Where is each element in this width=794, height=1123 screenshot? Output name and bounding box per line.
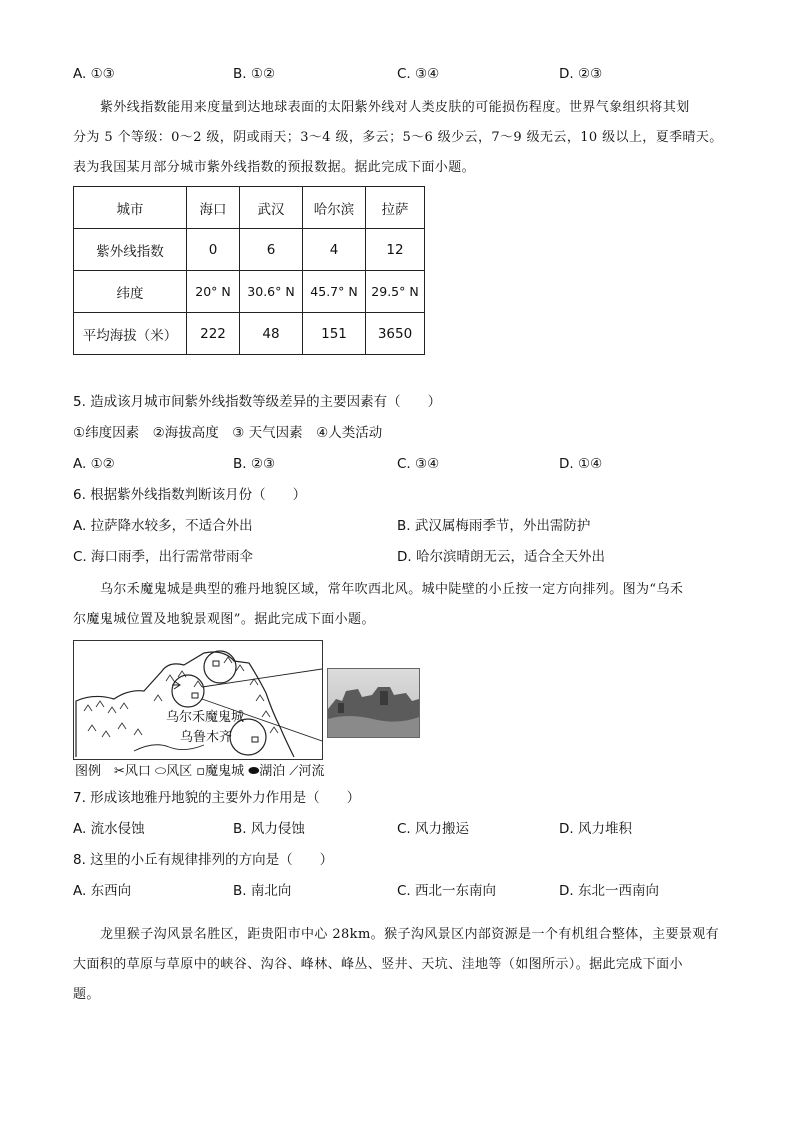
q8-option-c: C. 西北一东南向 [397,883,497,899]
table-cell: 紫外线指数 [74,229,187,271]
q7-option-a: A. 流水侵蚀 [73,821,145,837]
map-label-urumqi: 乌鲁木齐 [180,730,233,745]
map-drawing [74,641,322,759]
q7-option-d: D. 风力堆积 [559,821,632,837]
q7-option-c: C. 风力搬运 [397,821,470,837]
q6-option-a: A. 拉萨降水较多，不适合外出 [73,518,253,534]
table-row [74,313,425,355]
table-cell: 3650 [366,313,425,355]
table-header-cell: 哈尔滨 [303,187,366,229]
q4-option-c: C. ③④ [397,66,440,82]
table-cell: 29.5° N [366,271,425,313]
q8-option-d: D. 东北一西南向 [559,883,659,899]
table-row [74,271,425,313]
table-row [74,229,425,271]
table-header-cell: 城市 [74,187,187,229]
q8-stem: 8. 这里的小丘有规律排列的方向是（ ） [73,852,334,868]
passage2-line1: 乌尔禾魔鬼城是典型的雅丹地貌区域，常年吹西北风。城中陡壁的小丘按一定方向排列。图为“乌禾 [100,582,684,597]
table-cell: 20° N [187,271,240,313]
table-cell: 纬度 [74,271,187,313]
q6-option-c: C. 海口雨季，出行需常带雨伞 [73,549,254,565]
q5-stem: 5. 造成该月城市间紫外线指数等级差异的主要因素有（ ） [73,394,442,410]
table-cell: 0 [187,229,240,271]
table-header-cell: 拉萨 [366,187,425,229]
table-cell: 平均海拔（米） [74,313,187,355]
table-cell: 48 [240,313,303,355]
table-cell: 151 [303,313,366,355]
q6-option-b: B. 武汉属梅雨季节，外出需防护 [397,518,591,534]
location-map [73,640,323,760]
passage1-line1: 紫外线指数能用来度量到达地球表面的太阳紫外线对人类皮肤的可能损伤程度。世界气象组织将其划 [100,100,690,115]
landform-photo [327,668,420,738]
q5-factors: ①纬度因素 ②海拔高度 ③ 天气因素 ④人类活动 [73,425,383,441]
table-header-cell: 武汉 [240,187,303,229]
q5-option-c: C. ③④ [397,456,440,472]
passage3-line2: 大面积的草原与草原中的峡谷、沟谷、峰林、峰丛、竖井、天坑、洼地等（如图所示）。据此完成下面小 [73,957,683,972]
q5-option-d: D. ①④ [559,456,603,472]
table-cell: 12 [366,229,425,271]
table-cell: 4 [303,229,366,271]
table-header-row [74,187,425,229]
map-label-wuerhe: 乌尔禾魔鬼城 [166,710,245,725]
table-header-cell: 海口 [187,187,240,229]
q6-stem: 6. 根据紫外线指数判断该月份（ ） [73,487,307,503]
table-cell: 30.6° N [240,271,303,313]
q4-option-b: B. ①② [233,66,276,82]
passage1-line3: 表为我国某月部分城市紫外线指数的预报数据。据此完成下面小题。 [73,160,476,175]
q8-option-a: A. 东西向 [73,883,132,899]
q7-option-b: B. 风力侵蚀 [233,821,305,837]
passage3-line3: 题。 [73,987,100,1002]
q5-option-a: A. ①② [73,456,115,472]
q8-option-b: B. 南北向 [233,883,292,899]
table-cell: 6 [240,229,303,271]
q5-option-b: B. ②③ [233,456,276,472]
q6-option-d: D. 哈尔滨晴朗无云，适合全天外出 [397,549,605,565]
uv-index-table [73,186,425,355]
table-cell: 222 [187,313,240,355]
map-legend: 图例 ✂风口 ⬭风区 ▫魔鬼城 ⬬湖泊 ⟋河流 [75,764,325,779]
q4-option-a: A. ①③ [73,66,115,82]
passage2-line2: 尔魔鬼城位置及地貌景观图”。据此完成下面小题。 [73,612,375,627]
q7-stem: 7. 形成该地雅丹地貌的主要外力作用是（ ） [73,790,361,806]
passage3-line1: 龙里猴子沟风景名胜区，距贵阳市中心 28km。猴子沟风景区内部资源是一个有机组合整体，主要景观有 [100,927,720,942]
q4-option-d: D. ②③ [559,66,603,82]
table-cell: 45.7° N [303,271,366,313]
passage1-line2: 分为 5 个等级：0～2 级，阴或雨天；3～4 级，多云；5～6 级少云，7～9 级无云，10 级以上，夏季晴天。 [73,130,723,145]
